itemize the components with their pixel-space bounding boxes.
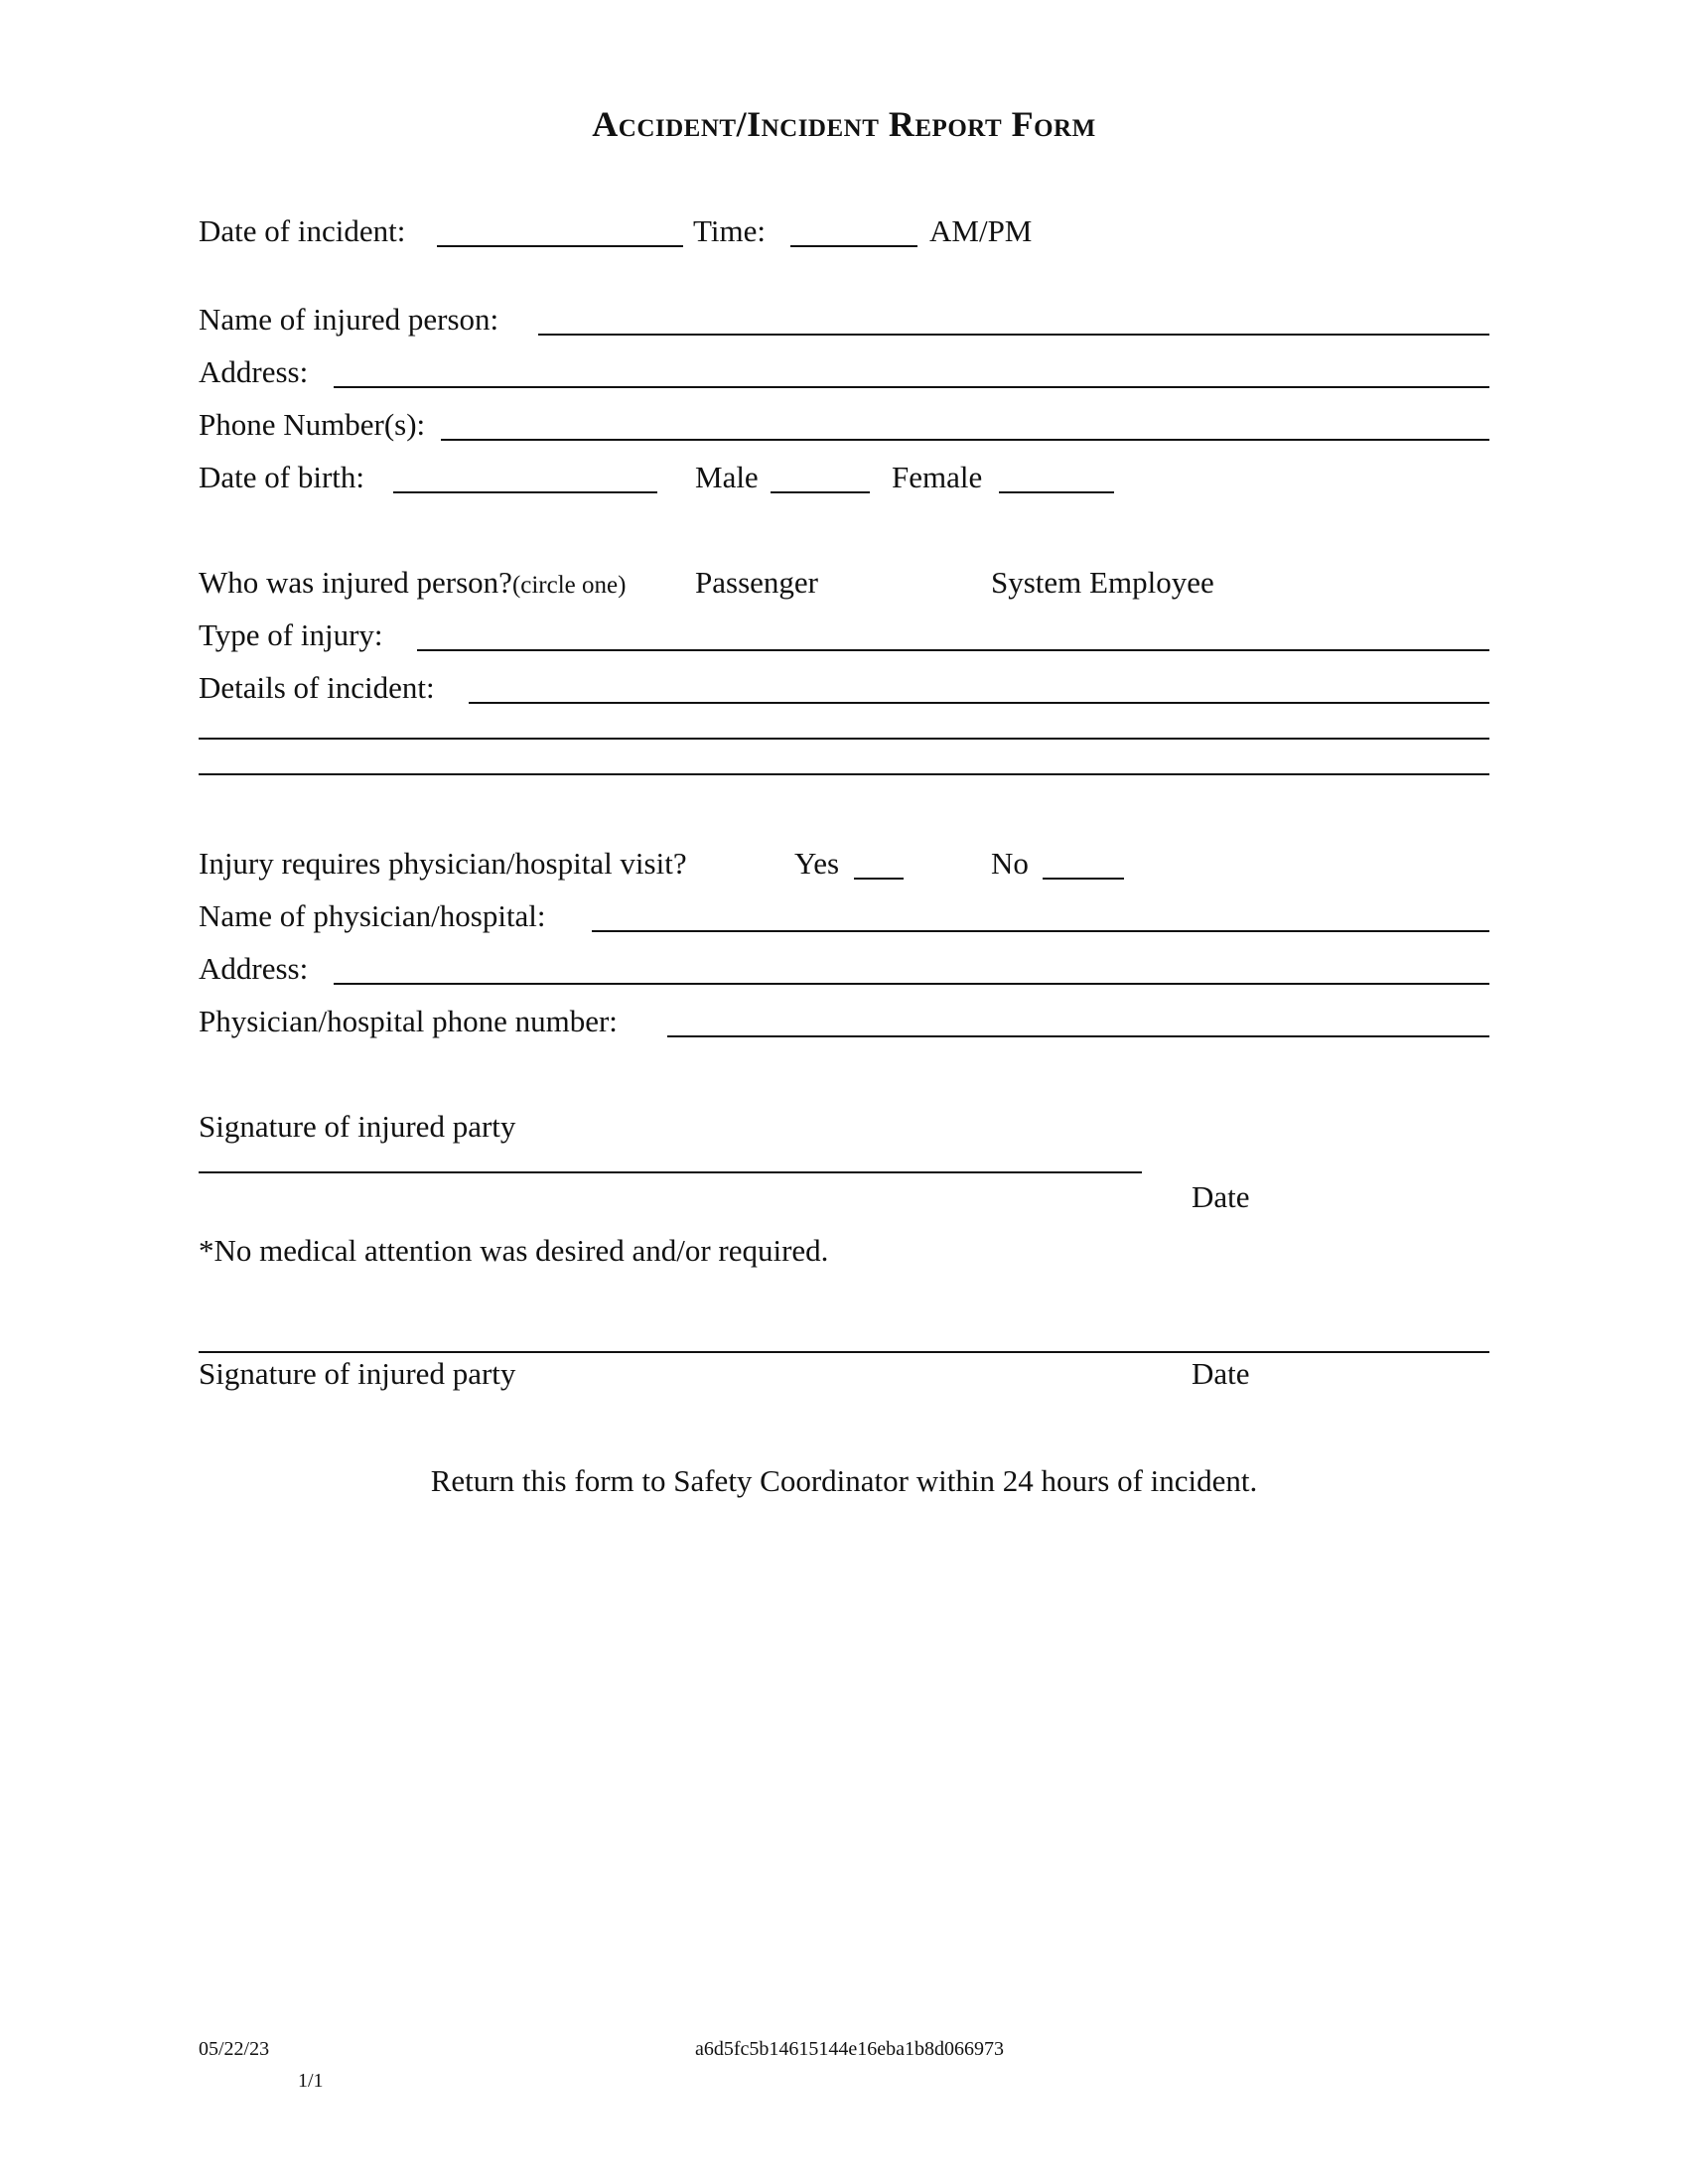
incident-details-field-line-1[interactable]: [469, 702, 1489, 704]
physician-no-label: No: [991, 846, 1029, 881]
no-medical-attention-note: *No medical attention was desired and/or required.: [199, 1233, 829, 1268]
physician-yes-label: Yes: [794, 846, 840, 881]
incident-details-label: Details of incident:: [199, 670, 435, 705]
injured-address-field[interactable]: [334, 386, 1489, 388]
incident-details-field-line-2[interactable]: [199, 738, 1489, 740]
return-form-note: Return this form to Safety Coordinator within 24 hours of incident.: [430, 1463, 1258, 1498]
ampm-label: AM/PM: [929, 213, 1033, 248]
injured-phone-field[interactable]: [441, 439, 1489, 441]
signature-2-date-label: Date: [1192, 1356, 1250, 1391]
physician-phone-field[interactable]: [667, 1035, 1489, 1037]
physician-address-field[interactable]: [334, 983, 1489, 985]
form-title: Accident/Incident Report Form: [592, 104, 1096, 144]
footer-page-number: 1/1: [298, 2070, 324, 2092]
signature-2-field[interactable]: [199, 1351, 1489, 1353]
who-injured-label: [199, 563, 626, 606]
date-of-incident-field[interactable]: [437, 245, 683, 247]
injured-name-label: Name of injured person:: [199, 302, 499, 337]
incident-details-field-line-3[interactable]: [199, 773, 1489, 775]
signature-2-label: Signature of injured party: [199, 1356, 516, 1391]
physician-address-label: Address:: [199, 951, 309, 986]
signature-1-field[interactable]: [199, 1171, 1142, 1173]
footer-date: 05/22/23: [199, 2038, 270, 2060]
injured-name-field[interactable]: [538, 334, 1489, 336]
dob-field[interactable]: [393, 491, 657, 493]
time-field[interactable]: [790, 245, 917, 247]
physician-visit-question: Injury requires physician/hospital visit?: [199, 846, 687, 881]
physician-name-label: Name of physician/hospital:: [199, 898, 546, 933]
signature-1-date-label: Date: [1192, 1179, 1250, 1214]
injury-type-label: Type of injury:: [199, 617, 383, 652]
female-field[interactable]: [999, 491, 1114, 493]
time-label: Time:: [693, 213, 766, 248]
who-injured-question: Who was injured person?: [199, 565, 512, 600]
injured-phone-label: Phone Number(s):: [199, 407, 426, 442]
male-field[interactable]: [771, 491, 870, 493]
physician-phone-label: Physician/hospital phone number:: [199, 1004, 618, 1038]
physician-yes-field[interactable]: [854, 878, 904, 880]
footer-document-hash: a6d5fc5b14615144e16eba1b8d066973: [695, 2038, 1005, 2060]
injured-address-label: Address:: [199, 354, 309, 389]
injury-type-field[interactable]: [417, 649, 1489, 651]
option-system-employee[interactable]: System Employee: [991, 565, 1214, 600]
physician-name-field[interactable]: [592, 930, 1489, 932]
signature-1-label: Signature of injured party: [199, 1109, 516, 1144]
physician-no-field[interactable]: [1043, 878, 1124, 880]
date-of-incident-label: Date of incident:: [199, 213, 406, 248]
male-label: Male: [695, 460, 759, 494]
female-label: Female: [892, 460, 983, 494]
dob-label: Date of birth:: [199, 460, 365, 494]
option-passenger[interactable]: Passenger: [695, 565, 818, 600]
circle-one-hint: (circle one): [511, 572, 627, 599]
